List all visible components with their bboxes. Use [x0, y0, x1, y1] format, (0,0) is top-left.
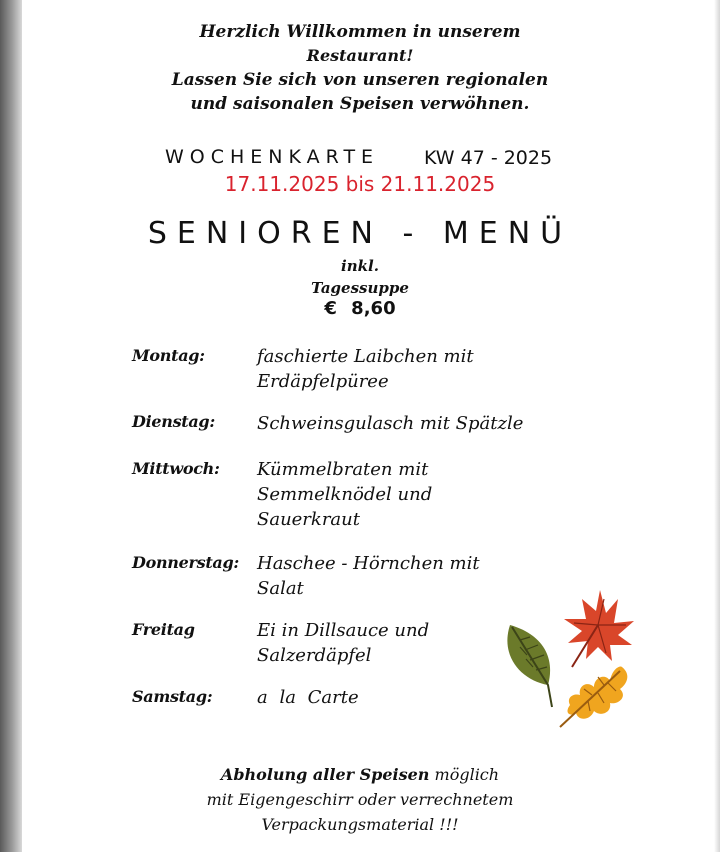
- day-label-thursday: Donnerstag:: [132, 553, 239, 572]
- welcome-line-1: Herzlich Willkommen in unserem: [199, 22, 521, 42]
- dish-monday: [257, 344, 474, 394]
- menu-price: € 8,60: [324, 298, 396, 319]
- dish-line: a la Carte: [257, 687, 359, 708]
- dish-line: Haschee - Hörnchen mit: [257, 553, 480, 574]
- dish-line: Ei in Dillsauce und: [257, 620, 430, 641]
- dish-line: Sauerkraut: [257, 509, 360, 530]
- calendar-week: KW 47 - 2025: [424, 147, 553, 169]
- inclusive-note: [0, 255, 720, 299]
- dish-line: Kümmelbraten mit: [257, 459, 429, 480]
- dish-tuesday: [257, 411, 523, 436]
- day-label-friday: Freitag: [132, 620, 195, 639]
- pickup-note-rest: möglich: [429, 765, 500, 784]
- dish-line: Salzerdäpfel: [257, 645, 372, 666]
- dish-line: Schweinsgulasch mit Spätzle: [257, 413, 524, 434]
- dish-wednesday: [257, 457, 432, 532]
- pickup-note-line-2: mit Eigengeschirr oder verrechnetem: [206, 790, 514, 809]
- dish-line: Erdäpfelpüree: [257, 371, 389, 392]
- pickup-note: [0, 762, 720, 837]
- dish-thursday: [257, 551, 480, 601]
- welcome-line-4: und saisonalen Speisen verwöhnen.: [190, 94, 530, 114]
- page-edge-shadow: [0, 0, 22, 852]
- pickup-note-bold: Abholung aller Speisen: [220, 765, 430, 784]
- maple-leaf-red-icon: [564, 590, 634, 667]
- incl-label: inkl.: [341, 257, 379, 275]
- page-title: SENIOREN - MENÜ: [147, 216, 573, 251]
- autumn-leaf-green-icon: [507, 625, 552, 707]
- pickup-note-line-3: Verpackungsmaterial !!!: [261, 815, 459, 834]
- oak-leaf-orange-icon: [560, 667, 627, 727]
- day-label-monday: Montag:: [132, 346, 205, 365]
- day-label-tuesday: Dienstag:: [132, 412, 215, 431]
- pickup-note-line-1: [0, 762, 720, 787]
- date-range: 17.11.2025 bis 21.11.2025: [224, 172, 496, 196]
- dish-friday: [257, 618, 429, 668]
- day-label-wednesday: Mittwoch:: [132, 459, 220, 478]
- dish-line: faschierte Laibchen mit: [257, 346, 474, 367]
- dish-line: Semmelknödel und: [257, 484, 433, 505]
- soup-label: Tagessuppe: [311, 279, 409, 297]
- dish-saturday: [257, 685, 359, 710]
- autumn-leaves-decoration: [500, 585, 645, 735]
- welcome-line-2: Restaurant!: [306, 46, 414, 65]
- welcome-line-3: Lassen Sie sich von unseren regionalen: [171, 70, 549, 90]
- weekly-menu-label: WOCHENKARTE: [165, 146, 380, 168]
- page-edge-shadow-right: [714, 0, 720, 852]
- day-label-saturday: Samstag:: [132, 687, 213, 706]
- dish-line: Salat: [257, 578, 304, 599]
